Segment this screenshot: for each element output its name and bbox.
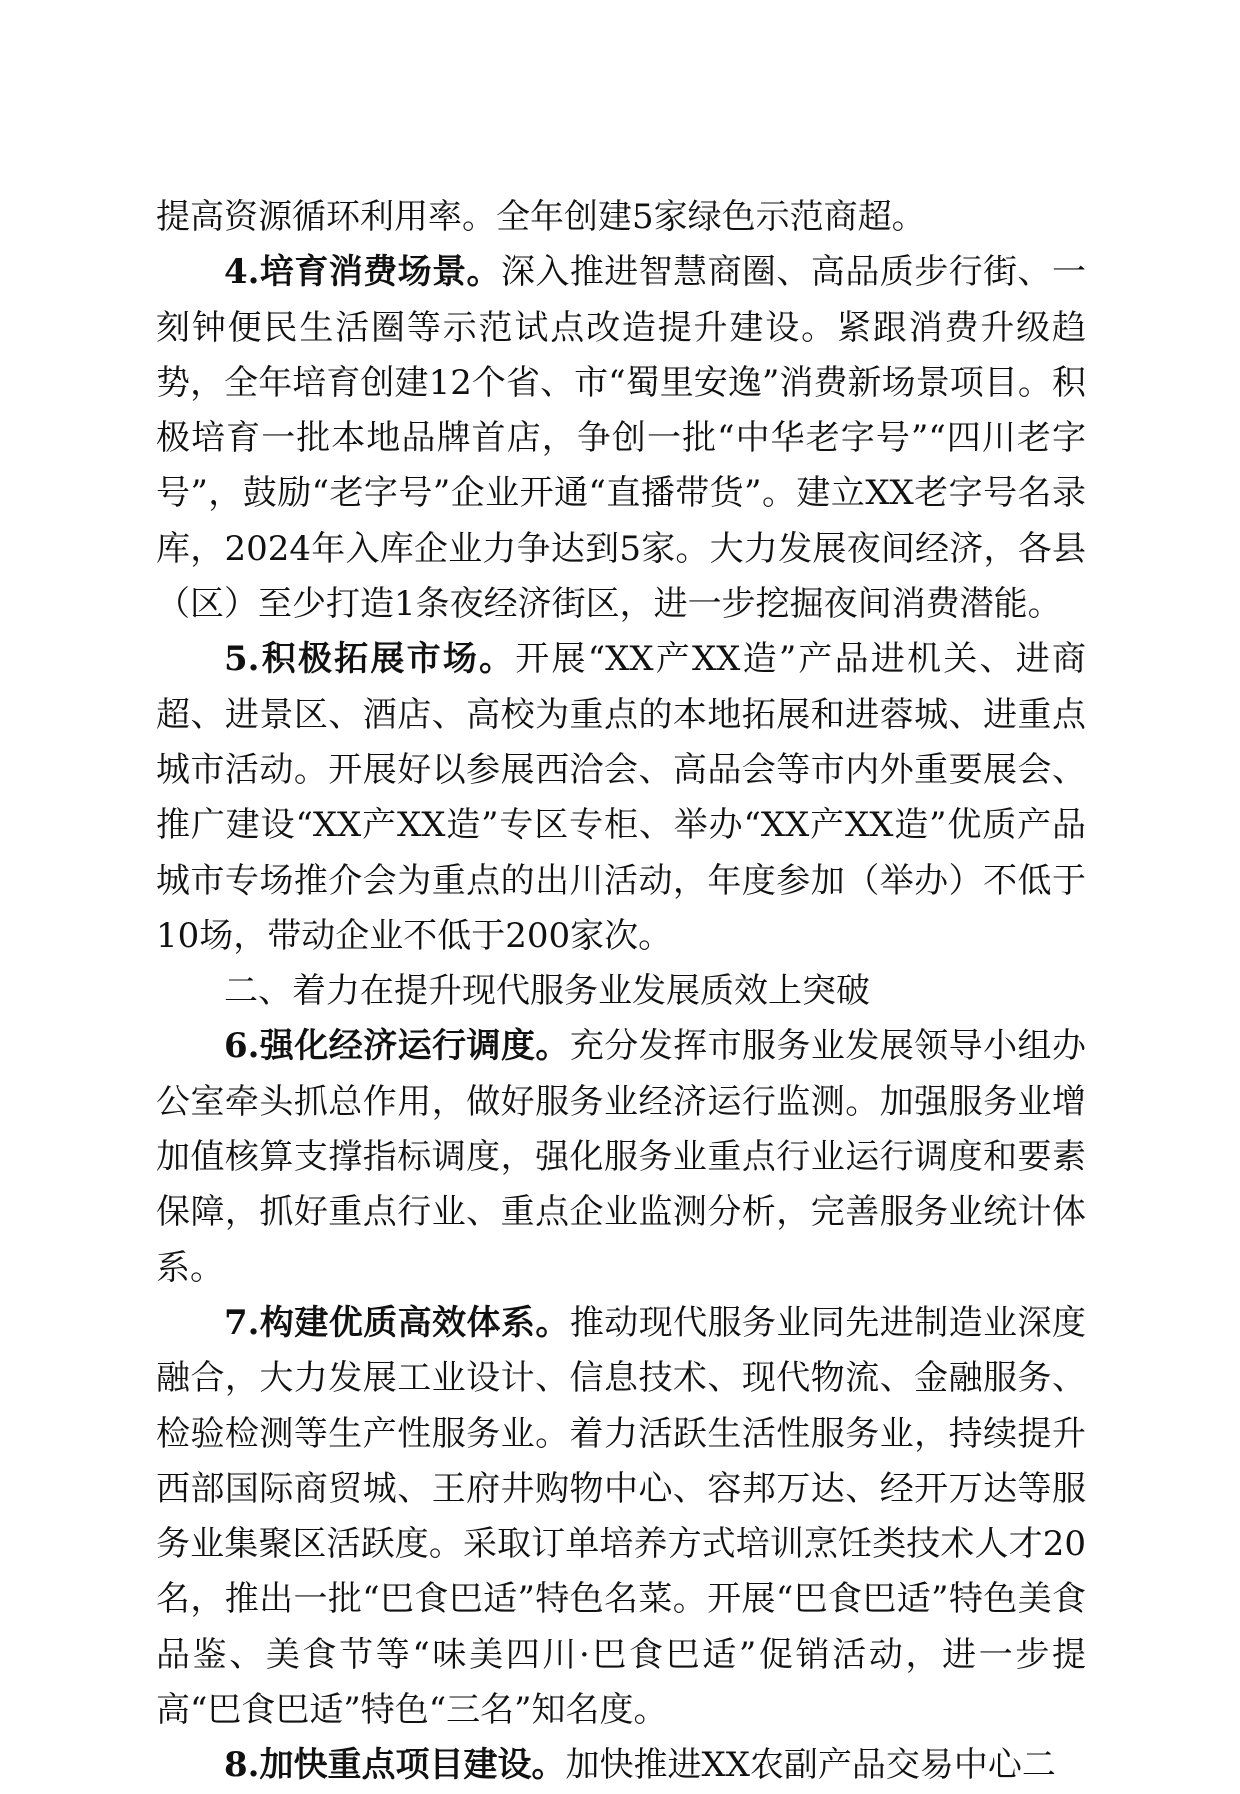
item-5-body: 开展“XX产XX造”产品进机关、进商超、进景区、酒店、高校为重点的本地拓展和进蓉城、进重点城市活动。开展好以参展西洽会、高品会等市内外重要展会、推广建设“XX产XX造”专区专柜、举办“XX产XX造”优质产品城市专场推介会为重点的出川活动，年度参加（举办）不低于10场，带动企业不低于200家次。 — [156, 639, 1086, 956]
item-6-paragraph — [156, 1019, 1086, 1295]
section-2-heading: 二、着力在提升现代服务业发展质效上突破 — [224, 971, 870, 1012]
document-page — [156, 190, 1086, 1794]
item-4-body: 深入推进智慧商圈、高品质步行街、一刻钟便民生活圈等示范试点改造提升建设。紧跟消费升级趋势，全年培育创建12个省、市“蜀里安逸”消费新场景项目。积极培育一批本地品牌首店，争创一批“中华老字号”“四川老字号”，鼓励“老字号”企业开通“直播带货”。建立XX老字号名录库，2024年入库企业力争达到5家。大力发展夜间经济，各县（区）至少打造1条夜经济街区，进一步挖掘夜间消费潜能。 — [156, 252, 1086, 625]
item-8-lead: 8.加快重点项目建设。 — [224, 1745, 566, 1786]
item-7-body: 推动现代服务业同先进制造业深度融合，大力发展工业设计、信息技术、现代物流、金融服务、检验检测等生产性服务业。着力活跃生活性服务业，持续提升西部国际商贸城、王府井购物中心、容邦万达、经开万达等服务业集聚区活跃度。采取订单培养方式培训烹饪类技术人才20名，推出一批“巴食巴适”特色名菜。开展“巴食巴适”特色美食品鉴、美食节等“味美四川·巴食巴适”促销活动，进一步提高“巴食巴适”特色“三名”知名度。 — [156, 1302, 1086, 1731]
item-7-paragraph — [156, 1296, 1086, 1738]
item-8-body: 加快推进XX农副产品交易中心二 — [565, 1745, 1056, 1786]
item-5-lead: 5.积极拓展市场。 — [224, 639, 516, 680]
paragraph-continued: 提高资源循环利用率。全年创建5家绿色示范商超。 — [156, 197, 926, 237]
item-4-lead: 4.培育消费场景。 — [224, 252, 501, 293]
item-5-paragraph — [156, 632, 1086, 964]
item-4-paragraph — [156, 245, 1086, 632]
item-8-paragraph — [156, 1738, 1086, 1793]
item-6-lead: 6.强化经济运行调度。 — [224, 1026, 570, 1067]
item-7-lead: 7.构建优质高效体系。 — [224, 1302, 570, 1343]
item-6-body: 充分发挥市服务业发展领导小组办公室牵头抓总作用，做好服务业经济运行监测。加强服务业增加值核算支撑指标调度，强化服务业重点行业运行调度和要素保障，抓好重点行业、重点企业监测分析，完善服务业统计体系。 — [156, 1026, 1086, 1288]
